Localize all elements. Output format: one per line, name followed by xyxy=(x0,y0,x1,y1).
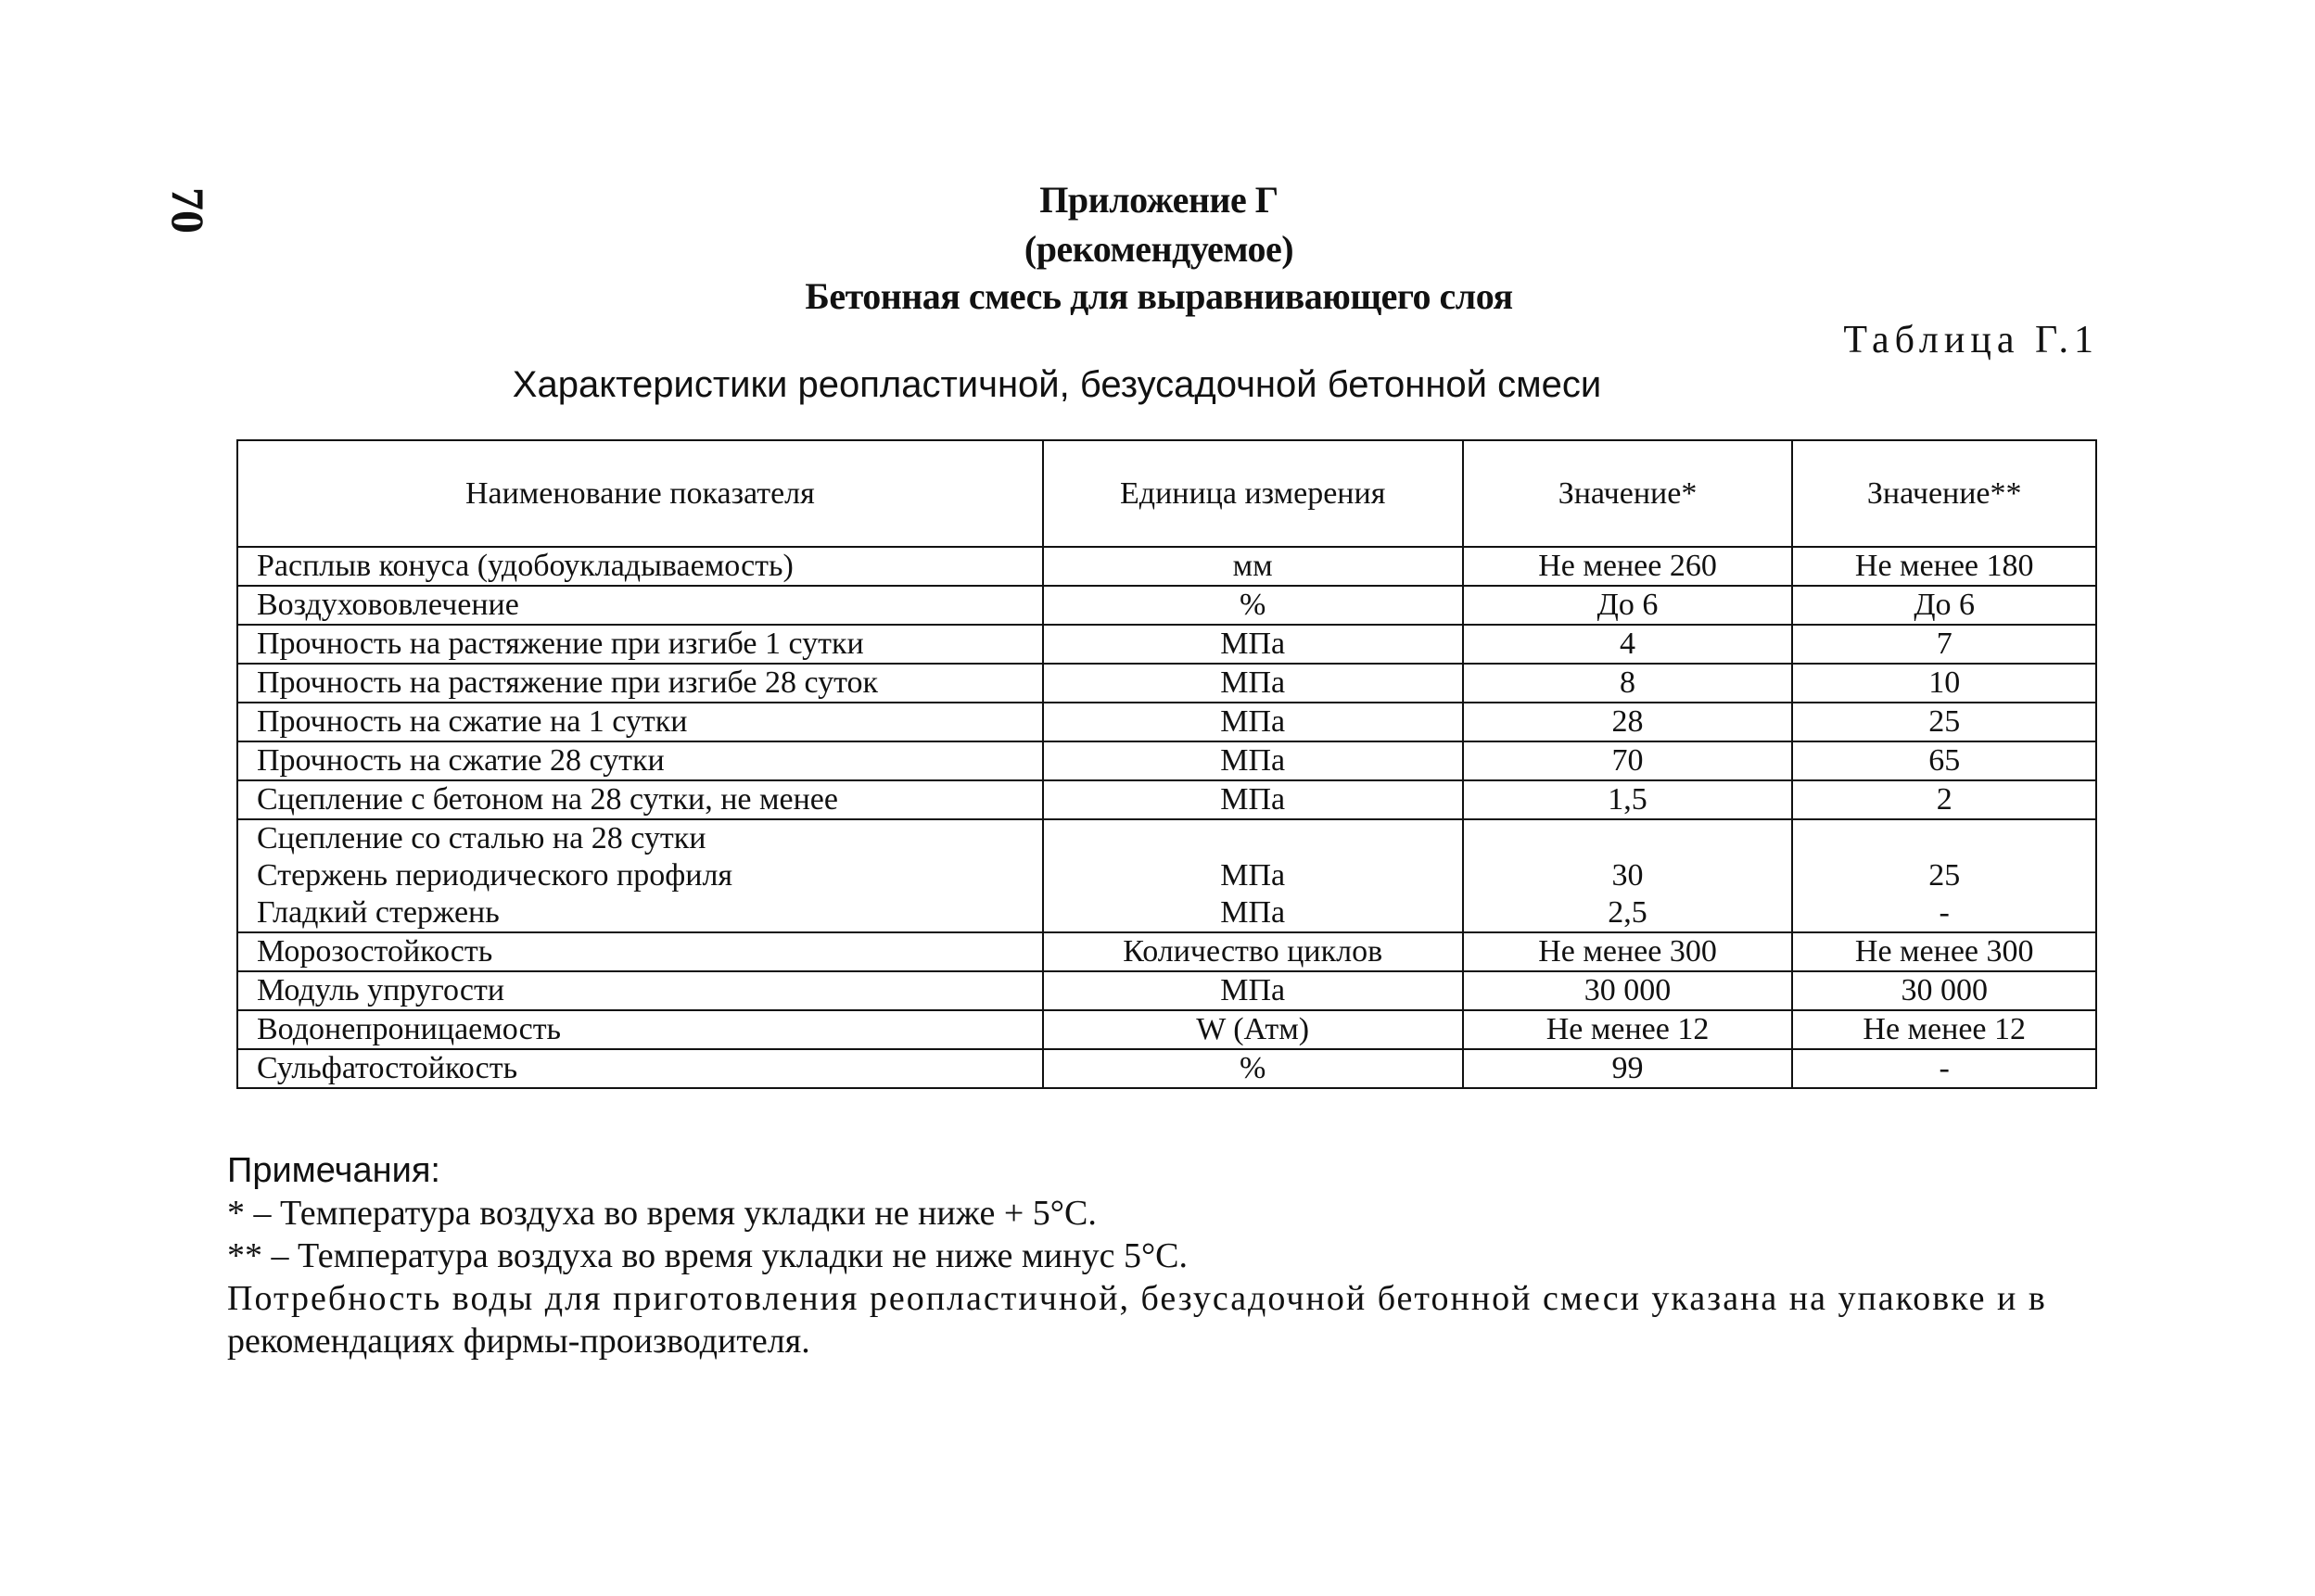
periodic-profile-rod-label: Стержень периодического профиля xyxy=(257,858,733,893)
table-row xyxy=(237,741,2096,780)
table-header-row xyxy=(237,440,2096,547)
row-value-1: 8 xyxy=(1463,664,1793,703)
steel-adhesion-label: Сцепление со сталью на 28 сутки xyxy=(257,821,706,855)
row-value-1: Не менее 300 xyxy=(1463,932,1793,971)
notes-title: Примечания: xyxy=(227,1151,440,1190)
row-value-1: До 6 xyxy=(1463,586,1793,625)
header-unit: Единица измерения xyxy=(1043,440,1463,547)
row-value-2: Не менее 300 xyxy=(1792,932,2096,971)
row-unit: % xyxy=(1043,586,1463,625)
row-value-2: 65 xyxy=(1792,741,2096,780)
note-item: * – Температура воздуха во время укладки не ниже + 5°С. xyxy=(227,1194,1097,1233)
row-value-2: - xyxy=(1792,1049,2096,1088)
header-indicator-name: Наименование показателя xyxy=(237,440,1043,547)
row-unit: МПа xyxy=(1043,664,1463,703)
periodic-profile-rod-unit: МПа xyxy=(1220,858,1286,893)
notes-section xyxy=(227,1149,2109,1362)
row-value-2: 30 000 xyxy=(1792,971,2096,1010)
row-unit: МПа xyxy=(1043,971,1463,1010)
page-number: 70 xyxy=(162,187,214,234)
table-row xyxy=(237,703,2096,741)
table-row xyxy=(237,1049,2096,1088)
table-row xyxy=(237,586,2096,625)
periodic-profile-rod-value-1: 30 xyxy=(1611,858,1644,893)
table-row xyxy=(237,780,2096,819)
table-row xyxy=(237,1010,2096,1049)
row-name: Прочность на растяжение при изгибе 28 суток xyxy=(237,664,1043,703)
row-unit: % xyxy=(1043,1049,1463,1088)
smooth-rod-value-2: - xyxy=(1939,895,1950,930)
row-unit: МПа xyxy=(1043,780,1463,819)
header-value-2: Значение** xyxy=(1792,440,2096,547)
row-value-2: 7 xyxy=(1792,625,2096,664)
row-name: Воздухововлечение xyxy=(237,586,1043,625)
row-unit: МПа xyxy=(1043,703,1463,741)
row-value-1: 70 xyxy=(1463,741,1793,780)
table-row xyxy=(237,625,2096,664)
row-name: Модуль упругости xyxy=(237,971,1043,1010)
header-value-1: Значение* xyxy=(1463,440,1793,547)
row-unit: мм xyxy=(1043,547,1463,586)
row-value-1: 28 xyxy=(1463,703,1793,741)
smooth-rod-label: Гладкий стержень xyxy=(257,895,500,930)
row-name: Сульфатостойкость xyxy=(237,1049,1043,1088)
water-requirement-line: Потребность воды для приготовления реопластичной, безусадочной бетонной смеси указана на упаковке и в xyxy=(227,1279,2047,1318)
table-row xyxy=(237,971,2096,1010)
table-caption: Характеристики реопластичной, безусадочной бетонной смеси xyxy=(512,364,1602,405)
table-row-steel-adhesion xyxy=(237,819,2096,932)
row-value-2: 25 xyxy=(1792,703,2096,741)
note-item: ** – Температура воздуха во время укладки не ниже минус 5°С. xyxy=(227,1236,1189,1275)
row-value-1: 30 000 xyxy=(1463,971,1793,1010)
table-row xyxy=(237,664,2096,703)
row-unit xyxy=(1043,819,1463,932)
smooth-rod-unit: МПа xyxy=(1220,895,1286,930)
appendix-subtitle: (рекомендуемое) xyxy=(1024,228,1294,270)
row-name: Водонепроницаемость xyxy=(237,1010,1043,1049)
row-value-2: Не менее 180 xyxy=(1792,547,2096,586)
characteristics-table xyxy=(236,439,2097,1089)
row-unit: W (Атм) xyxy=(1043,1010,1463,1049)
row-value-1: Не менее 260 xyxy=(1463,547,1793,586)
periodic-profile-rod-value-2: 25 xyxy=(1928,858,1961,893)
table-row xyxy=(237,547,2096,586)
row-name: Прочность на сжатие на 1 сутки xyxy=(237,703,1043,741)
row-name: Расплыв конуса (удобоукладываемость) xyxy=(237,547,1043,586)
row-value-2: До 6 xyxy=(1792,586,2096,625)
row-value-2: 10 xyxy=(1792,664,2096,703)
appendix-title: Приложение Г xyxy=(1039,179,1278,221)
water-requirement-line: рекомендациях фирмы-производителя. xyxy=(227,1322,810,1361)
smooth-rod-value-1: 2,5 xyxy=(1608,895,1647,930)
row-value-2 xyxy=(1792,819,2096,932)
row-name: Сцепление с бетоном на 28 сутки, не менее xyxy=(237,780,1043,819)
row-name: Прочность на сжатие 28 сутки xyxy=(237,741,1043,780)
row-unit: МПа xyxy=(1043,625,1463,664)
row-unit: МПа xyxy=(1043,741,1463,780)
row-value-1: 1,5 xyxy=(1463,780,1793,819)
row-name: Прочность на растяжение при изгибе 1 сутки xyxy=(237,625,1043,664)
row-unit: Количество циклов xyxy=(1043,932,1463,971)
table-label: Таблица Г.1 xyxy=(1843,319,2099,361)
row-value-2: Не менее 12 xyxy=(1792,1010,2096,1049)
row-value-1: Не менее 12 xyxy=(1463,1010,1793,1049)
appendix-heading: Бетонная смесь для выравнивающего слоя xyxy=(805,275,1513,317)
row-name xyxy=(237,819,1043,932)
row-value-2: 2 xyxy=(1792,780,2096,819)
row-value-1 xyxy=(1463,819,1793,932)
row-value-1: 4 xyxy=(1463,625,1793,664)
row-name: Морозостойкость xyxy=(237,932,1043,971)
table-row xyxy=(237,932,2096,971)
row-value-1: 99 xyxy=(1463,1049,1793,1088)
